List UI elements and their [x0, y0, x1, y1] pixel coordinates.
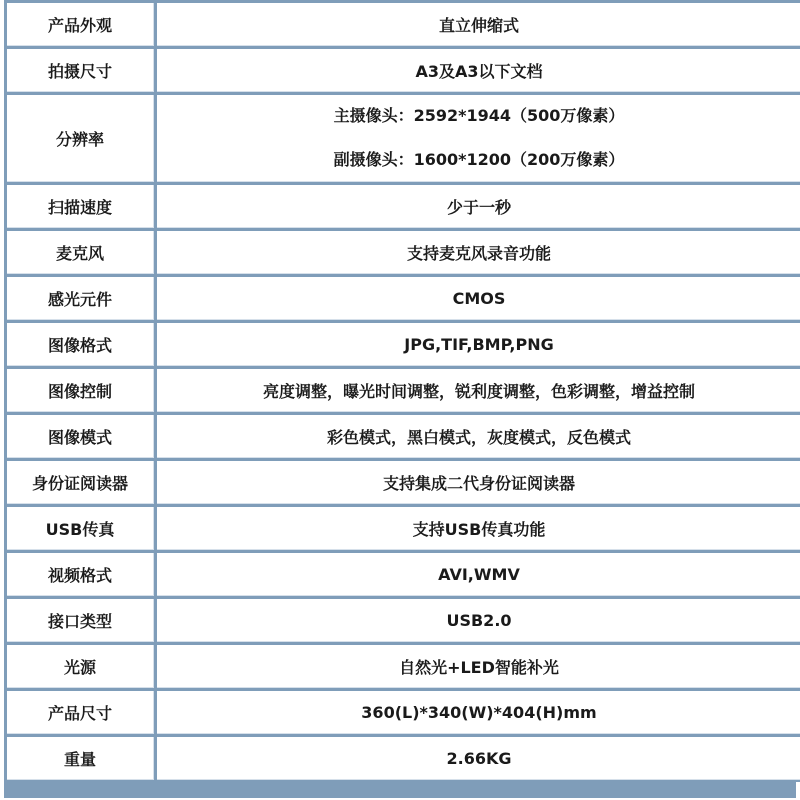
table-row [6, 460, 800, 504]
row-label-dimensions: 产品尺寸 [6, 690, 154, 734]
table-row [6, 552, 800, 596]
row-value-microphone: 支持麦克风录音功能 [156, 230, 800, 274]
row-label-usb-fax: USB传真 [6, 506, 154, 550]
table-row [6, 598, 800, 642]
table-row [6, 322, 800, 366]
table-row [6, 506, 800, 550]
row-label-image-control: 图像控制 [6, 368, 154, 412]
table-row [6, 230, 800, 274]
table-row [6, 414, 800, 458]
row-value-image-control: 亮度调整，曝光时间调整，锐利度调整，色彩调整，增益控制 [156, 368, 800, 412]
table-row [6, 2, 800, 46]
table-row [6, 94, 800, 182]
row-value-usb-fax: 支持USB传真功能 [156, 506, 800, 550]
table-row [6, 736, 800, 780]
row-label-weight: 重量 [6, 736, 154, 780]
row-value-light-source: 自然光+LED智能补光 [156, 644, 800, 688]
spec-table [4, 0, 800, 782]
main-camera-resolution: 主摄像头：2592*1944（500万像素） [333, 106, 625, 125]
row-label-id-reader: 身份证阅读器 [6, 460, 154, 504]
row-label-resolution: 分辨率 [6, 94, 154, 182]
row-label-microphone: 麦克风 [6, 230, 154, 274]
row-value-sensor: CMOS [156, 276, 800, 320]
row-label-sensor: 感光元件 [6, 276, 154, 320]
row-value-id-reader: 支持集成二代身份证阅读器 [156, 460, 800, 504]
row-value-image-mode: 彩色模式，黑白模式，灰度模式，反色模式 [156, 414, 800, 458]
row-value-appearance: 直立伸缩式 [156, 2, 800, 46]
row-label-light-source: 光源 [6, 644, 154, 688]
table-row [6, 690, 800, 734]
row-value-scan-speed: 少于一秒 [156, 184, 800, 228]
sub-camera-resolution: 副摄像头：1600*1200（200万像素） [333, 150, 625, 169]
row-value-video-format: AVI,WMV [156, 552, 800, 596]
row-value-capture-size: A3及A3以下文档 [156, 48, 800, 92]
table-row [6, 368, 800, 412]
row-label-capture-size: 拍摄尺寸 [6, 48, 154, 92]
table-row [6, 184, 800, 228]
row-label-image-format: 图像格式 [6, 322, 154, 366]
row-label-appearance: 产品外观 [6, 2, 154, 46]
row-label-scan-speed: 扫描速度 [6, 184, 154, 228]
row-label-interface: 接口类型 [6, 598, 154, 642]
row-value-resolution [156, 94, 800, 182]
row-label-video-format: 视频格式 [6, 552, 154, 596]
table-row [6, 276, 800, 320]
row-label-image-mode: 图像模式 [6, 414, 154, 458]
table-row [6, 644, 800, 688]
row-value-interface: USB2.0 [156, 598, 800, 642]
row-value-weight: 2.66KG [156, 736, 800, 780]
row-value-dimensions: 360(L)*340(W)*404(H)mm [156, 690, 800, 734]
row-value-image-format: JPG,TIF,BMP,PNG [156, 322, 800, 366]
table-row [6, 48, 800, 92]
